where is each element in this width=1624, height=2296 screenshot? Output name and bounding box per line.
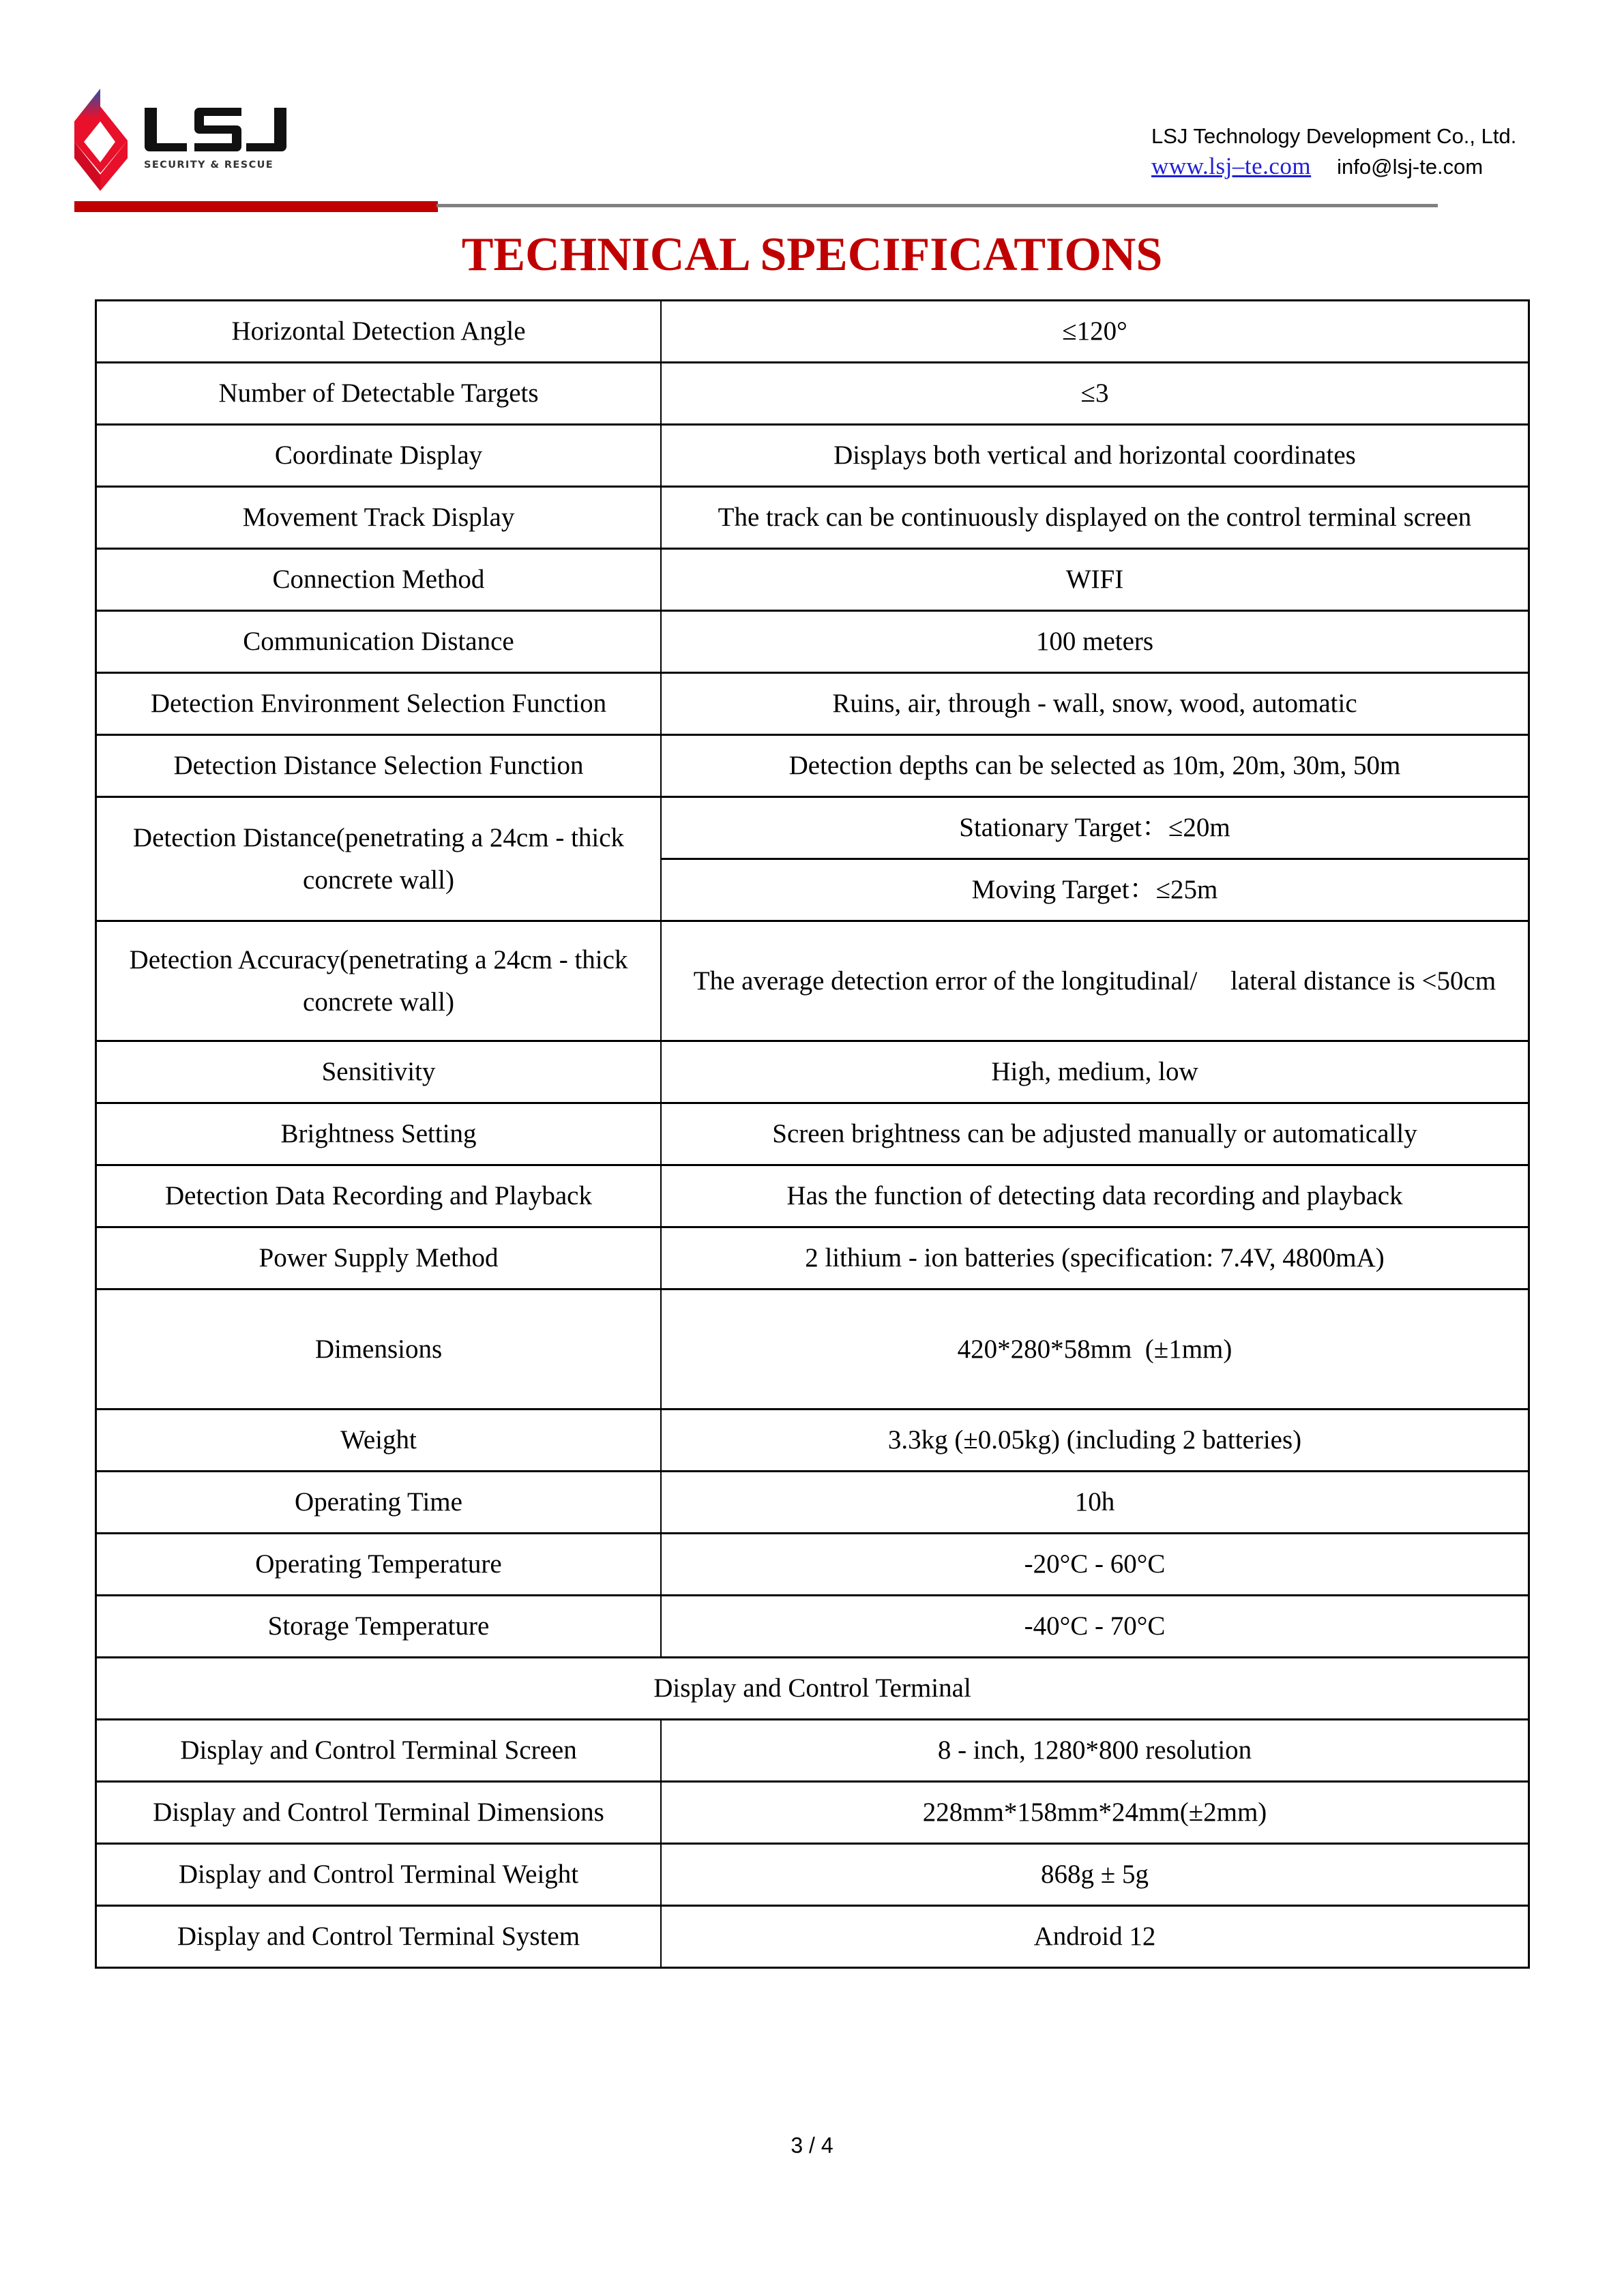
header-rule-red xyxy=(74,201,438,212)
website-link[interactable]: www.lsj–te.com xyxy=(1151,153,1312,179)
spec-value: The average detection error of the longitudinal/ lateral distance is <50cm xyxy=(661,921,1529,1041)
table-row xyxy=(96,301,1529,363)
table-row xyxy=(96,1534,1529,1596)
spec-label: Detection Distance Selection Function xyxy=(96,735,662,797)
spec-value: 868g ± 5g xyxy=(661,1844,1529,1906)
table-row xyxy=(96,1782,1529,1844)
table-row xyxy=(96,1165,1529,1227)
spec-value: Stationary Target：≤20m xyxy=(661,797,1529,859)
table-row xyxy=(96,735,1529,797)
spec-value: ≤120° xyxy=(661,301,1529,363)
spec-label: Operating Time xyxy=(96,1472,662,1534)
table-row xyxy=(96,1103,1529,1165)
header-rule-gray xyxy=(437,204,1438,207)
spec-value: High, medium, low xyxy=(661,1041,1529,1103)
page-title: TECHNICAL SPECIFICATIONS xyxy=(461,228,1163,281)
spec-value: 8 - inch, 1280*800 resolution xyxy=(661,1720,1529,1782)
company-name: LSJ Technology Development Co., Ltd. xyxy=(1151,124,1517,148)
table-row xyxy=(96,487,1529,549)
spec-label: Detection Accuracy(penetrating a 24cm - thick concrete wall) xyxy=(96,921,662,1041)
page-number: 3 / 4 xyxy=(791,2133,833,2158)
spec-value: 2 lithium - ion batteries (specification: 7.4V, 4800mA) xyxy=(661,1227,1529,1289)
spec-label: Coordinate Display xyxy=(96,425,662,487)
spec-label: Operating Temperature xyxy=(96,1534,662,1596)
spec-value: 420*280*58mm (±1mm) xyxy=(661,1289,1529,1410)
spec-label: Connection Method xyxy=(96,549,662,611)
spec-value: ≤3 xyxy=(661,363,1529,425)
spec-label: Weight xyxy=(96,1410,662,1472)
spec-label: Number of Detectable Targets xyxy=(96,363,662,425)
company-logo xyxy=(72,87,290,193)
spec-label: Detection Environment Selection Function xyxy=(96,673,662,735)
lsj-diamond-s-icon xyxy=(72,87,290,193)
table-row xyxy=(96,549,1529,611)
section-heading-row xyxy=(96,1658,1529,1720)
spec-value: WIFI xyxy=(661,549,1529,611)
table-row xyxy=(96,1472,1529,1534)
logo-tagline: SECURITY & RESCUE xyxy=(144,160,274,170)
table-row xyxy=(96,1906,1529,1968)
spec-label: Dimensions xyxy=(96,1289,662,1410)
table-row xyxy=(96,1289,1529,1410)
spec-label: Display and Control Terminal System xyxy=(96,1906,662,1968)
company-contact xyxy=(1151,121,1533,182)
spec-label: Detection Distance(penetrating a 24cm - thick concrete wall) xyxy=(96,797,662,921)
spec-value: -20°C - 60°C xyxy=(661,1534,1529,1596)
spec-table xyxy=(95,299,1530,1969)
spec-value: Displays both vertical and horizontal coordinates xyxy=(661,425,1529,487)
table-row xyxy=(96,673,1529,735)
table-row xyxy=(96,1720,1529,1782)
spec-value: 100 meters xyxy=(661,611,1529,673)
spec-label: Detection Data Recording and Playback xyxy=(96,1165,662,1227)
spec-value: 228mm*158mm*24mm(±2mm) xyxy=(661,1782,1529,1844)
spec-label: Movement Track Display xyxy=(96,487,662,549)
spec-label: Communication Distance xyxy=(96,611,662,673)
spec-value: The track can be continuously displayed on the control terminal screen xyxy=(661,487,1529,549)
spec-label: Horizontal Detection Angle xyxy=(96,301,662,363)
spec-label: Sensitivity xyxy=(96,1041,662,1103)
spec-label: Display and Control Terminal Weight xyxy=(96,1844,662,1906)
spec-value: Ruins, air, through - wall, snow, wood, automatic xyxy=(661,673,1529,735)
spec-label: Display and Control Terminal Screen xyxy=(96,1720,662,1782)
table-row xyxy=(96,1227,1529,1289)
spec-value: Android 12 xyxy=(661,1906,1529,1968)
spec-value: Detection depths can be selected as 10m, 20m, 30m, 50m xyxy=(661,735,1529,797)
spec-value: Moving Target：≤25m xyxy=(661,859,1529,921)
table-row xyxy=(96,1041,1529,1103)
spec-value: Screen brightness can be adjusted manually or automatically xyxy=(661,1103,1529,1165)
table-row xyxy=(96,797,1529,859)
table-row xyxy=(96,921,1529,1041)
spec-label: Power Supply Method xyxy=(96,1227,662,1289)
table-row xyxy=(96,1410,1529,1472)
spec-value: Has the function of detecting data recording and playback xyxy=(661,1165,1529,1227)
table-row xyxy=(96,363,1529,425)
table-row xyxy=(96,425,1529,487)
table-row xyxy=(96,611,1529,673)
spec-value: -40°C - 70°C xyxy=(661,1596,1529,1658)
spec-label: Storage Temperature xyxy=(96,1596,662,1658)
table-row xyxy=(96,1596,1529,1658)
table-row xyxy=(96,1844,1529,1906)
section-heading: Display and Control Terminal xyxy=(96,1658,1529,1720)
spec-label: Display and Control Terminal Dimensions xyxy=(96,1782,662,1844)
email-address[interactable]: info@lsj-te.com xyxy=(1337,155,1483,179)
spec-value: 10h xyxy=(661,1472,1529,1534)
spec-value: 3.3kg (±0.05kg) (including 2 batteries) xyxy=(661,1410,1529,1472)
spec-label: Brightness Setting xyxy=(96,1103,662,1165)
